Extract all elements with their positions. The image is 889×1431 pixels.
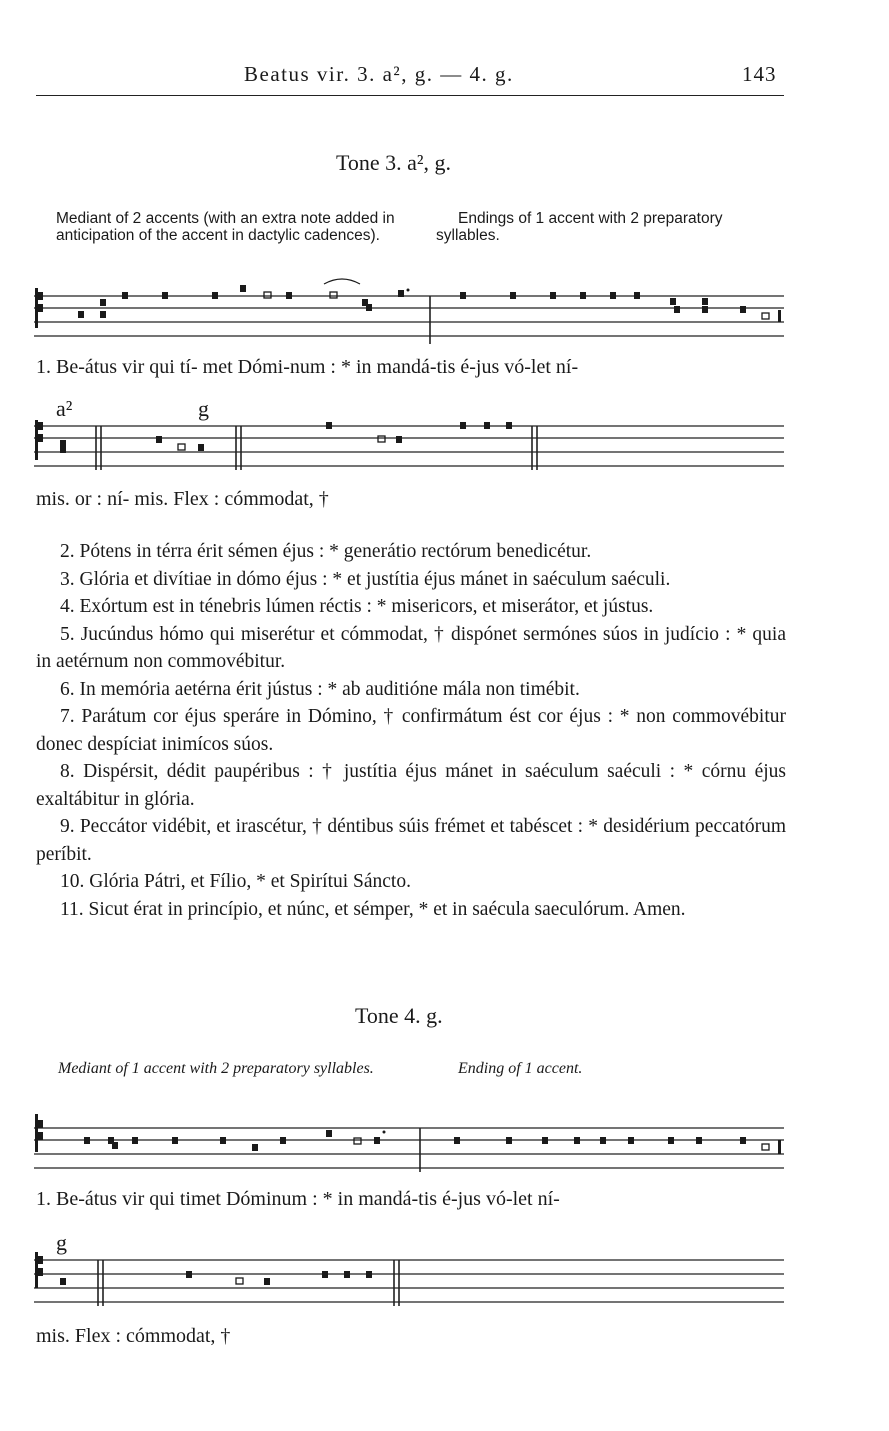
verse-4: 4. Exórtum est in ténebris lúmen réctis : * misericors, et miserátor, et jústus. [60, 596, 654, 617]
c-clef-icon [35, 420, 43, 460]
ending-notes [60, 1271, 372, 1285]
staff-lines [34, 426, 784, 466]
tone4-lyric-line1: 1. Be-átus vir qui timet Dóminum : * in mandá-tis é-jus vó-let ní- [36, 1188, 560, 1210]
verse-7: 7. Parátum cor éjus speráre in Dómino, † confirmátum ést cor éjus : * non commovébitur donec despíciat inimícos súos. [36, 706, 786, 755]
tone4-staff-ending [32, 1250, 788, 1310]
running-title: Beatus vir. 3. a², g. — 4. g. [244, 62, 514, 86]
tone3-verses [36, 538, 786, 923]
c-clef-icon [35, 1114, 43, 1152]
staff-lines [34, 1260, 784, 1302]
tone4-lyric-line2: mis. Flex : cómmodat, † [36, 1325, 231, 1347]
verse-3: 3. Glória et divítiae in dómo éjus : * et justítia éjus mánet in saéculum saéculi. [60, 568, 671, 590]
ending-label-a2: a² [56, 396, 73, 421]
tone3-lyric-line1: 1. Be-átus vir qui tí- met Dómi-num : * in mandá-tis é-jus vó-let ní- [36, 356, 579, 378]
staff-lines [34, 1128, 784, 1168]
page-number: 143 [742, 62, 777, 86]
tone3-lyric-line2: mis. or : ní- mis. Flex : cómmodat, † [36, 488, 329, 510]
c-clef-icon [35, 1252, 43, 1288]
tone3-endings-note: Endings of 1 accent with 2 preparatory syllables. [436, 210, 723, 244]
double-bars [96, 426, 537, 470]
tone3-title: Tone 3. a², g. [336, 150, 452, 175]
tone3-staff-mediant [32, 270, 788, 350]
tone4-ending-note: Ending of 1 accent. [458, 1060, 583, 1077]
verse-11: 11. Sicut érat in princípio, et núnc, et sémper, * et in saécula saeculórum. Amen. [60, 898, 686, 920]
verse-10: 10. Glória Pátri, et Fílio, * et Spirítui Sáncto. [60, 871, 411, 892]
ending-label-g: g [198, 396, 209, 421]
neume-notes [78, 279, 410, 318]
tone4-ending-label-g: g [56, 1230, 67, 1255]
verse-2: 2. Pótens in térra érit sémen éjus : * generátio rectórum benedicétur. [60, 541, 592, 562]
verse-8: 8. Dispérsit, dédit paupéribus : † justítia éjus mánet in saéculum saéculi : * córnu éjus exaltábitur in glória. [36, 761, 786, 810]
tone3-staff-endings [32, 418, 788, 478]
tone4-mediant-note: Mediant of 1 accent with 2 preparatory syllables. [58, 1060, 374, 1077]
header-rule [36, 95, 784, 96]
verse-5: 5. Jucúndus hómo qui miserétur et cómmodat, † dispónet sermónes súos in judício : * quia in aetérnum non commovébitur. [36, 623, 786, 672]
verse-6: 6. In memória aetérna érit jústus : * ab auditióne mála non timébit. [60, 678, 580, 700]
verse-9: 9. Peccátor vidébit, et irascétur, † déntibus súis frémet et tabéscet : * desidérium peccatórum períbit. [36, 816, 786, 865]
tone4-staff-main [32, 1112, 788, 1176]
tone4-title: Tone 4. g. [355, 1003, 443, 1028]
double-bars [98, 1260, 399, 1306]
tone3-mediant-note: Mediant of 2 accents (with an extra note added in anticipation of the accent in dactylic cadences). [56, 210, 395, 244]
